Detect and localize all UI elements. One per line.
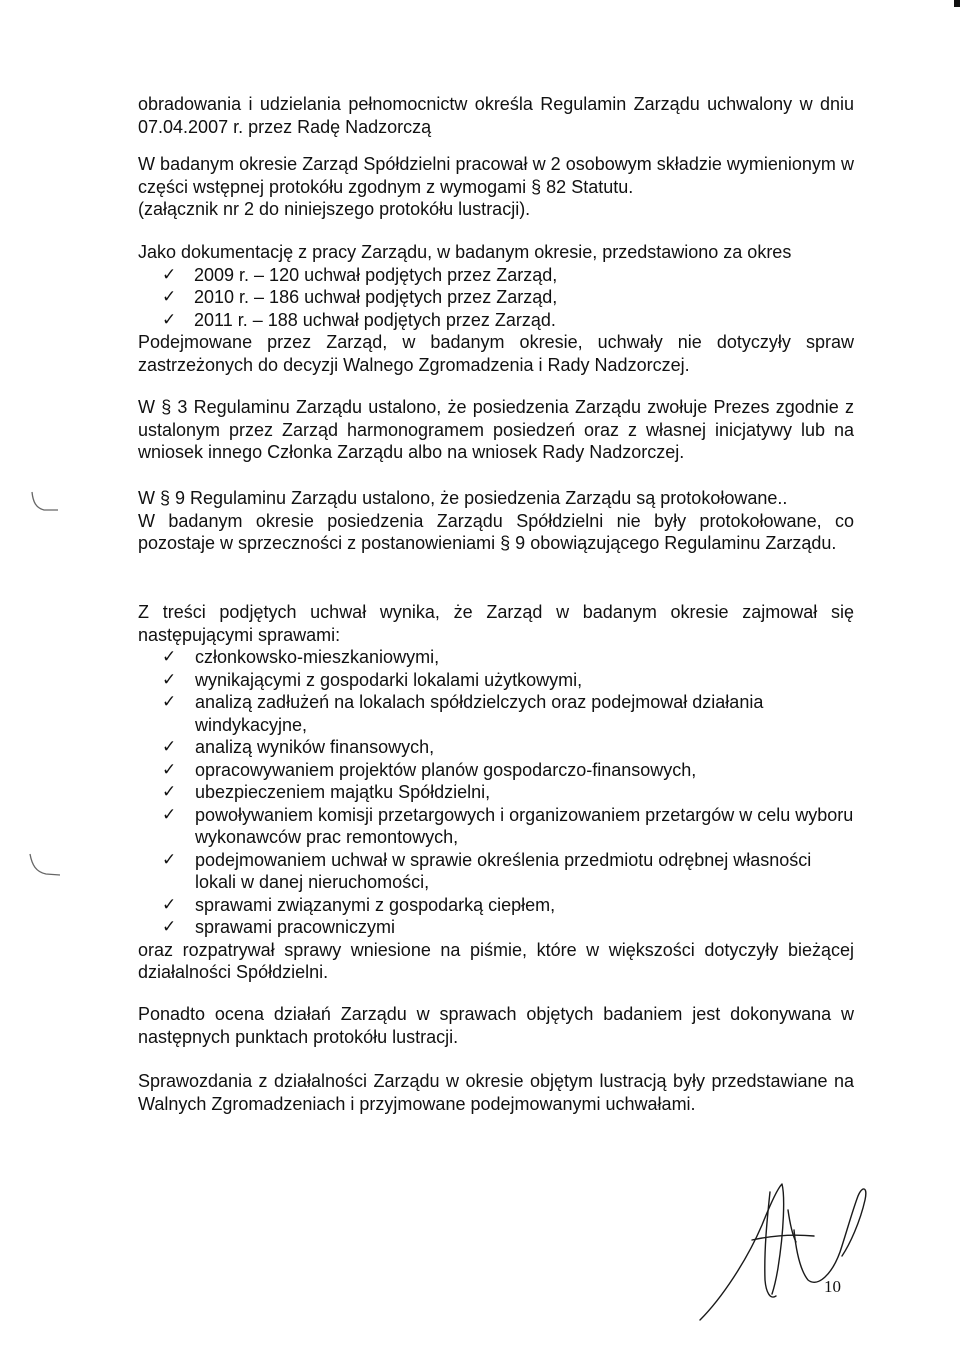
paragraph-staff-text: W badanym okresie Zarząd Spółdzielni pracował w 2 osobowym składzie wymienionym w części wstępnej protokółu zgodnym z wymogami § 82 Statutu. <box>138 154 854 197</box>
list-item: ✓ sprawami związanymi z gospodarką ciepłem, <box>162 894 556 915</box>
paragraph-regulation-9 <box>138 487 854 555</box>
checkmark-icon: ✓ <box>162 692 177 711</box>
regulation-9-text: W § 9 Regulaminu Zarządu ustalono, że posiedzenia Zarządu są protokołowane.. <box>138 488 788 508</box>
page-number: 10 <box>824 1277 841 1296</box>
checkmark-icon: ✓ <box>162 917 177 936</box>
paragraph-matters <box>138 601 854 984</box>
checkmark-icon: ✓ <box>162 309 177 329</box>
assessment-text: Ponadto ocena działań Zarządu w sprawach objętych badaniem jest dokonywana w następnych punktach protokółu lustracji. <box>138 1004 854 1047</box>
list-item: ✓ powoływaniem komisji przetargowych i organizowaniem przetargów w celu wyboru wykonawców prac remontowych, <box>162 804 854 847</box>
checkmark-icon: ✓ <box>162 669 177 689</box>
regulation-3-text: W § 3 Regulaminu Zarządu ustalono, że posiedzenia Zarządu zwołuje Prezes zgodnie z ustalonym przez Zarząd harmonogramem posiedzeń oraz z własnej inicjatywy lub na wniosek innego Członka Zarządu albo na wniosek Rady Nadzorczej. <box>138 397 854 462</box>
checkmark-icon: ✓ <box>162 849 177 869</box>
list-item: ✓ 2010 r. – 186 uchwał podjętych przez Zarząd, <box>162 287 558 307</box>
paragraph-intro <box>138 93 854 138</box>
matters-intro-text: Z treści podjętych uchwał wynika, że Zarząd w badanym okresie zajmował się następującymi sprawami: <box>138 602 854 645</box>
documentation-intro-text: Jako dokumentację z pracy Zarządu, w badanym okresie, przedstawiono za okres <box>138 242 792 262</box>
paragraph-reports <box>138 1070 854 1115</box>
regulation-9-violation-text: W badanym okresie posiedzenia Zarządu Spółdzielni nie były protokołowane, co pozostaje w sprzeczności z postanowieniami § 9 obowiązującego Regulaminu Zarządu. <box>138 510 854 553</box>
checkmark-icon: ✓ <box>162 737 177 756</box>
checkmark-icon: ✓ <box>162 264 177 284</box>
paragraph-staff-attachment: (załącznik nr 2 do niniejszego protokółu lustracji). <box>138 199 531 219</box>
resolutions-list <box>138 264 854 332</box>
paragraph-regulation-3 <box>138 396 854 464</box>
matters-list <box>138 646 854 939</box>
list-item: ✓ 2009 r. – 120 uchwał podjętych przez Zarząd, <box>162 264 558 285</box>
list-item: ✓ 2011 r. – 188 uchwał podjętych przez Zarząd. <box>162 309 556 330</box>
checkmark-icon: ✓ <box>162 804 177 824</box>
margin-tick-mark <box>24 490 64 514</box>
list-item: ✓ analizą zadłużeń na lokalach spółdzielczych oraz podejmował działania windykacyjne, <box>162 692 764 735</box>
checkmark-icon: ✓ <box>162 782 177 801</box>
signature <box>692 1170 892 1340</box>
list-item: ✓ opracowywaniem projektów planów gospodarczo-finansowych, <box>162 759 697 780</box>
checkmark-icon: ✓ <box>162 759 177 779</box>
complaints-text: oraz rozpatrywał sprawy wniesione na piśmie, które w większości dotyczyły bieżącej działalności Spółdzielni. <box>138 939 854 982</box>
list-item: ✓ sprawami pracowniczymi <box>162 917 396 937</box>
checkmark-icon: ✓ <box>162 647 177 666</box>
checkmark-icon: ✓ <box>162 894 177 914</box>
list-item: ✓ wynikającymi z gospodarki lokalami użytkowymi, <box>162 669 583 690</box>
paragraph-intro-text: obradowania i udzielania pełnomocnictw określa Regulamin Zarządu uchwalony w dniu 07.04.2007 r. przez Radę Nadzorczą <box>138 94 854 137</box>
checkmark-icon: ✓ <box>162 287 177 306</box>
list-item: ✓ członkowsko-mieszkaniowymi, <box>162 647 440 667</box>
reports-text: Sprawozdania z działalności Zarządu w okresie objętym lustracją były przedstawiane na Walnych Zgromadzeniach i przyjmowane podejmowanymi uchwałami. <box>138 1071 854 1114</box>
resolutions-note-text: Podejmowane przez Zarząd, w badanym okresie, uchwały nie dotyczyły spraw zastrzeżonych do decyzji Walnego Zgromadzenia i Rady Nadzorczej. <box>138 332 854 375</box>
margin-tick-mark <box>24 852 64 878</box>
list-item: ✓ ubezpieczeniem majątku Spółdzielni, <box>162 782 491 802</box>
paragraph-documentation <box>138 241 854 376</box>
list-item: ✓ podejmowaniem uchwał w sprawie określenia przedmiotu odrębnej własności lokali w danej nieruchomości, <box>162 849 812 892</box>
scan-corner-mark <box>954 0 960 7</box>
paragraph-staff <box>138 153 854 221</box>
list-item: ✓ analizą wyników finansowych, <box>162 737 435 757</box>
paragraph-assessment <box>138 1003 854 1048</box>
